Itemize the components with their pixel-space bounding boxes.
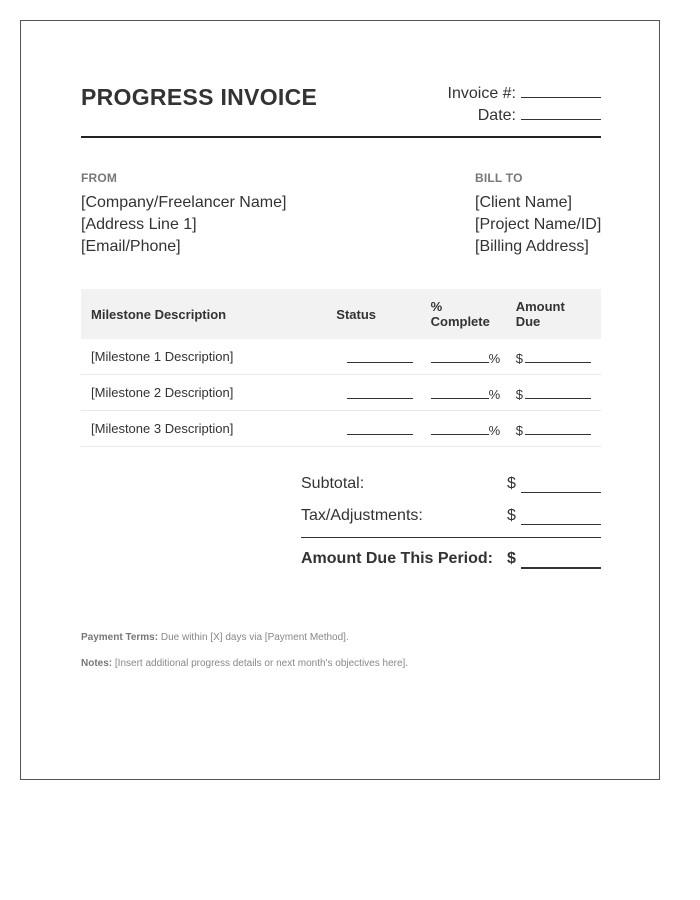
invoice-date-label: Date:: [477, 107, 516, 124]
amount-due-row: [301, 546, 601, 578]
table-row: [81, 411, 601, 447]
from-label: FROM: [81, 171, 118, 185]
milestone-amount-field[interactable]: [525, 420, 591, 435]
amount-due-currency-symbol: $: [507, 550, 516, 567]
milestone-status-field[interactable]: [347, 384, 413, 399]
totals-block: [301, 471, 601, 578]
subtotal-label: Subtotal:: [301, 475, 365, 492]
milestone-description: [Milestone 3 Description]: [81, 411, 326, 447]
bill-to-client-name: [Client Name]: [475, 194, 572, 211]
bill-to-label: BILL TO: [475, 171, 523, 185]
tax-adjustments-field[interactable]: [521, 511, 601, 525]
header-complete-label: Complete: [430, 314, 490, 329]
milestone-amount-cell: [506, 411, 601, 447]
amount-due-field[interactable]: [521, 554, 601, 569]
invoice-meta: [448, 81, 601, 125]
invoice-date-field[interactable]: [521, 103, 601, 120]
percent-symbol: %: [488, 386, 501, 402]
milestone-percent-cell: [425, 339, 506, 375]
from-email-phone: [Email/Phone]: [81, 238, 181, 255]
bill-to-block: [475, 170, 601, 258]
milestone-percent-field[interactable]: [431, 348, 489, 363]
payment-terms: [81, 632, 349, 643]
currency-symbol: $: [515, 422, 523, 438]
table-row: [81, 375, 601, 411]
table-row: [81, 339, 601, 375]
invoice-number-label: Invoice #:: [447, 85, 516, 102]
subtotal-field[interactable]: [521, 479, 601, 493]
header-status: Status: [326, 289, 424, 339]
bill-to-billing-address: [Billing Address]: [475, 238, 589, 255]
milestone-status-cell: [326, 411, 424, 447]
bill-to-project-name: [Project Name/ID]: [475, 216, 602, 233]
subtotal-row: [301, 471, 601, 503]
from-company-name: [Company/Freelancer Name]: [81, 194, 287, 211]
milestone-status-field[interactable]: [347, 420, 413, 435]
milestone-percent-field[interactable]: [431, 420, 489, 435]
payment-terms-text: Due within [X] days via [Payment Method].: [160, 632, 349, 643]
milestone-percent-cell: [425, 411, 506, 447]
tax-adjustments-label: Tax/Adjustments:: [301, 507, 423, 524]
tax-currency-symbol: $: [507, 507, 516, 524]
notes-text: [Insert additional progress details or next month's objectives here].: [114, 658, 409, 669]
from-block: [81, 170, 286, 258]
header-percent-symbol: %: [430, 299, 443, 314]
payment-terms-label: Payment Terms:: [81, 632, 159, 643]
notes-label: Notes:: [81, 658, 113, 669]
table-header-row: [81, 289, 601, 339]
milestone-amount-cell: [506, 339, 601, 375]
milestone-percent-cell: [425, 375, 506, 411]
currency-symbol: $: [515, 350, 523, 366]
milestone-status-field[interactable]: [347, 348, 413, 363]
header-percent-complete: [425, 289, 506, 339]
notes: [81, 658, 408, 669]
header-milestone-description: Milestone Description: [81, 289, 326, 339]
percent-symbol: %: [488, 422, 501, 438]
milestone-amount-field[interactable]: [525, 348, 591, 363]
invoice-number-row: [448, 81, 601, 103]
milestone-description: [Milestone 2 Description]: [81, 375, 326, 411]
amount-due-label: Amount Due This Period:: [301, 550, 493, 567]
from-address-line: [Address Line 1]: [81, 216, 197, 233]
milestone-amount-field[interactable]: [525, 384, 591, 399]
invoice-number-field[interactable]: [521, 81, 601, 98]
subtotal-currency-symbol: $: [507, 475, 516, 492]
milestone-status-cell: [326, 375, 424, 411]
header-amount-due: Amount Due: [506, 289, 601, 339]
tax-row: [301, 503, 601, 535]
percent-symbol: %: [488, 350, 501, 366]
milestone-description: [Milestone 1 Description]: [81, 339, 326, 375]
milestones-table: [81, 289, 601, 447]
milestone-status-cell: [326, 339, 424, 375]
invoice-date-row: [448, 103, 601, 125]
invoice-page: [20, 20, 660, 780]
milestone-amount-cell: [506, 375, 601, 411]
currency-symbol: $: [515, 386, 523, 402]
milestone-percent-field[interactable]: [431, 384, 489, 399]
totals-divider: [301, 537, 601, 538]
header-divider: [81, 136, 601, 138]
invoice-title: PROGRESS INVOICE: [81, 84, 318, 110]
